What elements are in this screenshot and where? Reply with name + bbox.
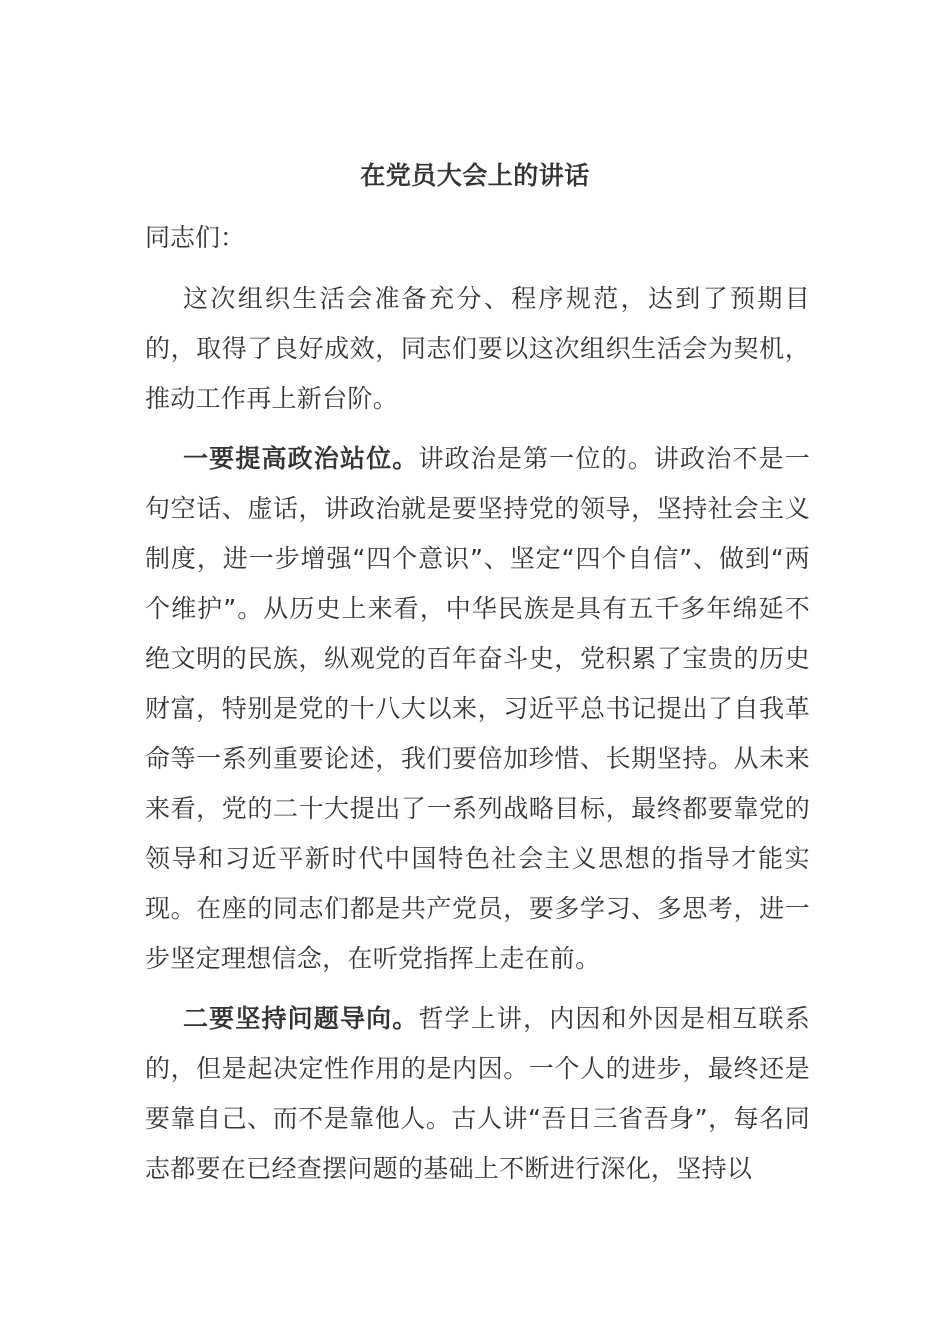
- paragraph-intro-text: 这次组织生活会准备充分、程序规范，达到了预期目的，取得了良好成效，同志们要以这次组织生活会为契机，推动工作再上新台阶。: [145, 284, 810, 413]
- paragraph-political-stance: [145, 434, 810, 984]
- paragraph-problem-oriented-text: 哲学上讲，内因和外因是相互联系的，但是起决定性作用的是内因。一个人的进步，最终还是要靠自己、而不是靠他人。古人讲“吾日三省吾身”，每名同志都要在已经查摆问题的基础上不断进行深化，坚持以: [145, 1004, 810, 1183]
- paragraph-political-stance-text: 讲政治是第一位的。讲政治不是一句空话、虚话，讲政治就是要坚持党的领导，坚持社会主义制度，进一步增强“四个意识”、坚定“四个自信”、做到“两个维护”。从历史上来看，中华民族是具有五千多年绵延不绝文明的民族，纵观党的百年奋斗史，党积累了宝贵的历史财富，特别是党的十八大以来，习近平总书记提出了自我革命等一系列重要论述，我们要倍加珍惜、长期坚持。从未来来看，党的二十大提出了一系列战略目标，最终都要靠党的领导和习近平新时代中国特色社会主义思想的指导才能实现。在座的同志们都是共产党员，要多学习、多思考，进一步坚定理想信念，在听党指挥上走在前。: [145, 444, 810, 973]
- document-title: 在党员大会上的讲话: [360, 161, 590, 190]
- salutation: 同志们：: [145, 223, 246, 252]
- paragraph-intro: [145, 274, 810, 424]
- paragraph-political-stance-heading: 一要提高政治站位。: [183, 444, 419, 473]
- paragraph-problem-oriented-heading: 二要坚持问题导向。: [183, 1004, 419, 1033]
- paragraph-problem-oriented: [145, 994, 810, 1194]
